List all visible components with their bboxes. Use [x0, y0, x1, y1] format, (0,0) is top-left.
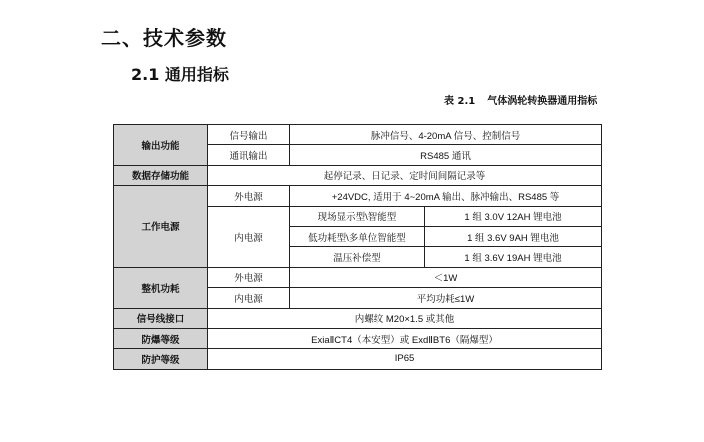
consumption-internal-value: 平均功耗≤1W — [290, 288, 602, 308]
subsection-heading: 2.1 通用指标 — [131, 65, 229, 84]
parameters-table — [113, 124, 602, 370]
protection-grade-label: 防护等级 — [114, 349, 208, 369]
table-row — [114, 186, 602, 206]
data-storage-value: 起停记录、日记录、定时间间隔记录等 — [208, 165, 602, 185]
external-power-value: +24VDC, 适用于 4~20mA 输出、脉冲输出、RS485 等 — [290, 186, 602, 206]
signal-output-value: 脉冲信号、4-20mA 信号、控制信号 — [290, 125, 602, 145]
internal-power-type: 温压补偿型 — [290, 247, 425, 267]
consumption-internal-label: 内电源 — [208, 288, 290, 308]
internal-power-battery: 1 组 3.0V 12AH 锂电池 — [425, 206, 602, 226]
signal-output-label: 信号输出 — [208, 125, 290, 145]
output-function-label: 输出功能 — [114, 125, 208, 166]
consumption-external-label: 外电源 — [208, 267, 290, 287]
external-power-label: 外电源 — [208, 186, 290, 206]
internal-power-type: 低功耗型\多单位智能型 — [290, 226, 425, 246]
internal-power-label: 内电源 — [208, 206, 290, 267]
comm-output-value: RS485 通讯 — [290, 145, 602, 165]
comm-output-label: 通讯输出 — [208, 145, 290, 165]
explosion-grade-label: 防爆等级 — [114, 328, 208, 348]
table-row — [114, 328, 602, 348]
table-row — [114, 267, 602, 287]
power-supply-label: 工作电源 — [114, 186, 208, 268]
power-consumption-label: 整机功耗 — [114, 267, 208, 308]
internal-power-battery: 1 组 3.6V 19AH 锂电池 — [425, 247, 602, 267]
table-row — [114, 349, 602, 369]
table-title: 气体涡轮转换器通用指标 — [487, 96, 598, 107]
signal-connection-label: 信号线接口 — [114, 308, 208, 328]
section-heading: 二、技术参数 — [101, 26, 227, 50]
data-storage-label: 数据存储功能 — [114, 165, 208, 185]
table-number: 表 2.1 — [444, 96, 476, 107]
consumption-external-value: ＜1W — [290, 267, 602, 287]
table-row — [114, 308, 602, 328]
protection-grade-value: IP65 — [208, 349, 602, 369]
table-caption — [444, 92, 597, 107]
table-row — [114, 165, 602, 185]
explosion-grade-value: ExiaⅡCT4（本安型）或 ExdⅡBT6（隔爆型） — [208, 328, 602, 348]
internal-power-type: 现场显示型\智能型 — [290, 206, 425, 226]
table-row — [114, 125, 602, 145]
internal-power-battery: 1 组 3.6V 9AH 锂电池 — [425, 226, 602, 246]
signal-connection-value: 内螺纹 M20×1.5 或其他 — [208, 308, 602, 328]
